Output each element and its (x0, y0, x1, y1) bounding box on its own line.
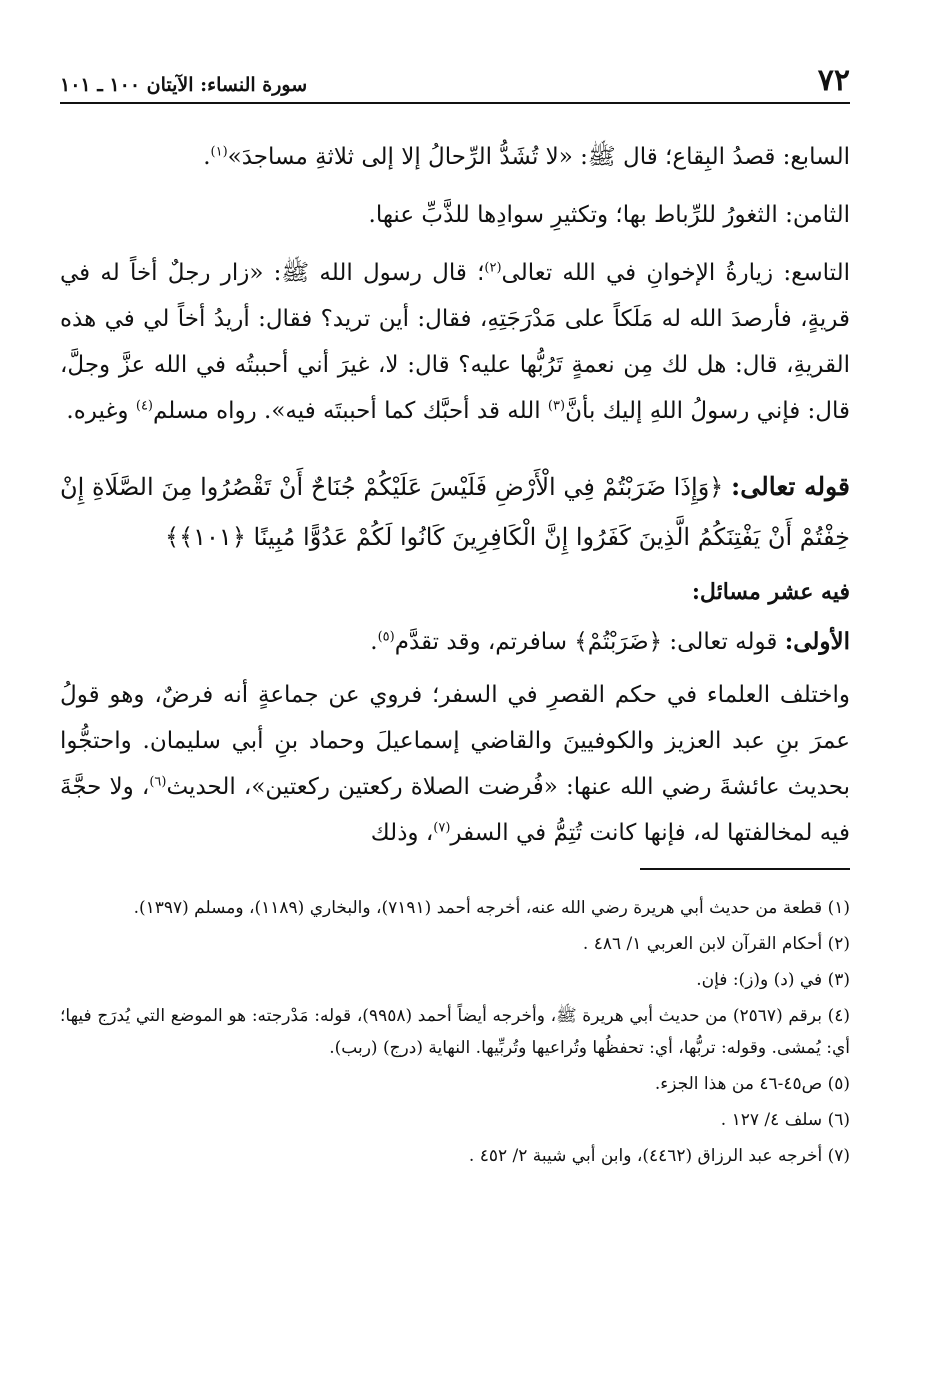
discussion-text (60, 672, 850, 856)
verse-block (60, 462, 850, 562)
paragraph-ninth (60, 250, 850, 434)
paragraph-text: السابع: قصدُ البِقاع؛ قال ﷺ: «لا تُشَدُّ الرِّحالُ إلا إلى ثلاثةِ مساجدَ» (227, 144, 850, 170)
footnote-ref: (٢) (484, 260, 502, 276)
paragraph-text: التاسع: زيارةُ الإخوانِ في الله تعالى (501, 260, 850, 286)
footnote-ref: (٤) (135, 398, 153, 414)
first-issue-text: قوله تعالى: ﴿ضَرَبْتُمْ﴾ سافرتم، وقد تقدَّم (394, 629, 785, 655)
footnote-4: (٤) برقم (٢٥٦٧) من حديث أبي هريرة ﷺ، وأخرجه أيضاً أحمد (٩٩٥٨)، قوله: مَدْرجته: هو الموضع التي يُدرَج فيها؛ أي: يُمشى. وقوله: تربُّها، أي: تحفظُها وتُراعيها وتُربِّيها. النهاية (درج) (ربب). (60, 1006, 851, 1058)
footnote-ref: (١) (210, 144, 228, 160)
page-header (60, 63, 850, 104)
first-issue-label: الأولى: (784, 628, 850, 655)
footnote-3: (٣) في (د) و(ز): فإن. (696, 970, 850, 990)
footnote-7: (٧) أخرجه عبد الرزاق (٤٤٦٢)، وابن أبي شيبة ٢/ ٤٥٢ . (468, 1146, 850, 1166)
footnote-1: (١) قطعة من حديث أبي هريرة رضي الله عنه، أخرجه أحمد (٧١٩١)، والبخاري (١١٨٩)، ومسلم (١٣٩٧). (133, 898, 850, 918)
first-issue-end: . (370, 629, 378, 655)
footnote-ref: (٥) (377, 629, 395, 645)
paragraph-text: واختلف العلماء في حكم القصرِ في السفر؛ فروي عن جماعةٍ أنه فرضٌ، وهو قولُ عمرَ بنِ عبد العزيز والكوفيينَ والقاضي إسماعيلَ وحماد بنِ أبي سليمان. واحتجُّوا بحديث عائشةَ رضي الله عنها: «فُرضت الصلاة ركعتين ركعتين»، الحديث (60, 682, 850, 800)
paragraph-text: وغيره. (66, 398, 136, 424)
footnote-ref: (٦) (149, 774, 167, 790)
paragraph-end: . (203, 144, 211, 170)
paragraph-text: الله قد أحبَّك كما أحببتَه فيه». رواه مسلم (153, 398, 548, 424)
paragraph-text: ، وذلك (370, 820, 434, 846)
paragraph-seventh (60, 134, 850, 180)
footnote-5: (٥) ص٤٥-٤٦ من هذا الجزء. (654, 1074, 850, 1094)
quran-verse: ﴿وَإِذَا ضَرَبْتُمْ فِي الْأَرْضِ فَلَيْسَ عَلَيْكُمْ جُنَاحٌ أَنْ تَقْصُرُوا مِنَ الصَّلَاةِ إِنْ خِفْتُمْ أَنْ يَفْتِنَكُمُ الَّذِينَ كَفَرُوا إِنَّ الْكَافِرِينَ كَانُوا لَكُمْ عَدُوًّا مُبِينًا ﴿١٠١﴾﴾ (60, 473, 850, 551)
verse-lead: قوله تعالى: (731, 472, 850, 501)
main-text (60, 134, 850, 434)
footnotes (60, 892, 850, 1172)
page-number: ٧٢ (817, 63, 850, 98)
footnote-ref: (٧) (433, 820, 451, 836)
footnote-6: (٦) سلف ٤/ ١٢٧ . (720, 1110, 850, 1130)
running-title: سورة النساء: الآيتان ١٠٠ ـ ١٠١ (60, 74, 308, 96)
paragraph-discussion (60, 672, 850, 856)
footnote-separator (60, 868, 850, 870)
book-page (60, 63, 851, 1176)
first-issue (60, 618, 850, 666)
footnote-2: (٢) أحكام القرآن لابن العربي ١/ ٤٨٦ . (582, 934, 850, 954)
issues-heading: فيه عشر مسائل: (691, 579, 850, 605)
footnote-ref: (٣) (547, 398, 566, 414)
paragraph-text: ؛ قال رسول الله ﷺ: «زار رجلٌ أخاً له في قريةٍ، فأرصدَ الله له مَلَكاً على مَدْرَجَتِهِ، فقال: أين تريد؟ فقال: أريدُ أخاً لي في هذه القريةِ، قال: هل لك مِن نعمةٍ تَرُبُّها عليه؟ قال: لا، غيرَ أني أحببتُه في الله عزَّ وجلَّ، قال: فإني رسولُ اللهِ إليك بأنَّ (60, 260, 850, 424)
paragraph-eighth: الثامن: الثغورُ للرِّباط بها؛ وتكثيرِ سوادِها للذَّبِّ عنها. (368, 202, 850, 228)
paragraph-text: ، ولا حجَّةَ فيه لمخالفتها له، فإنها كانت تُتِمُّ في السفر (60, 774, 850, 846)
